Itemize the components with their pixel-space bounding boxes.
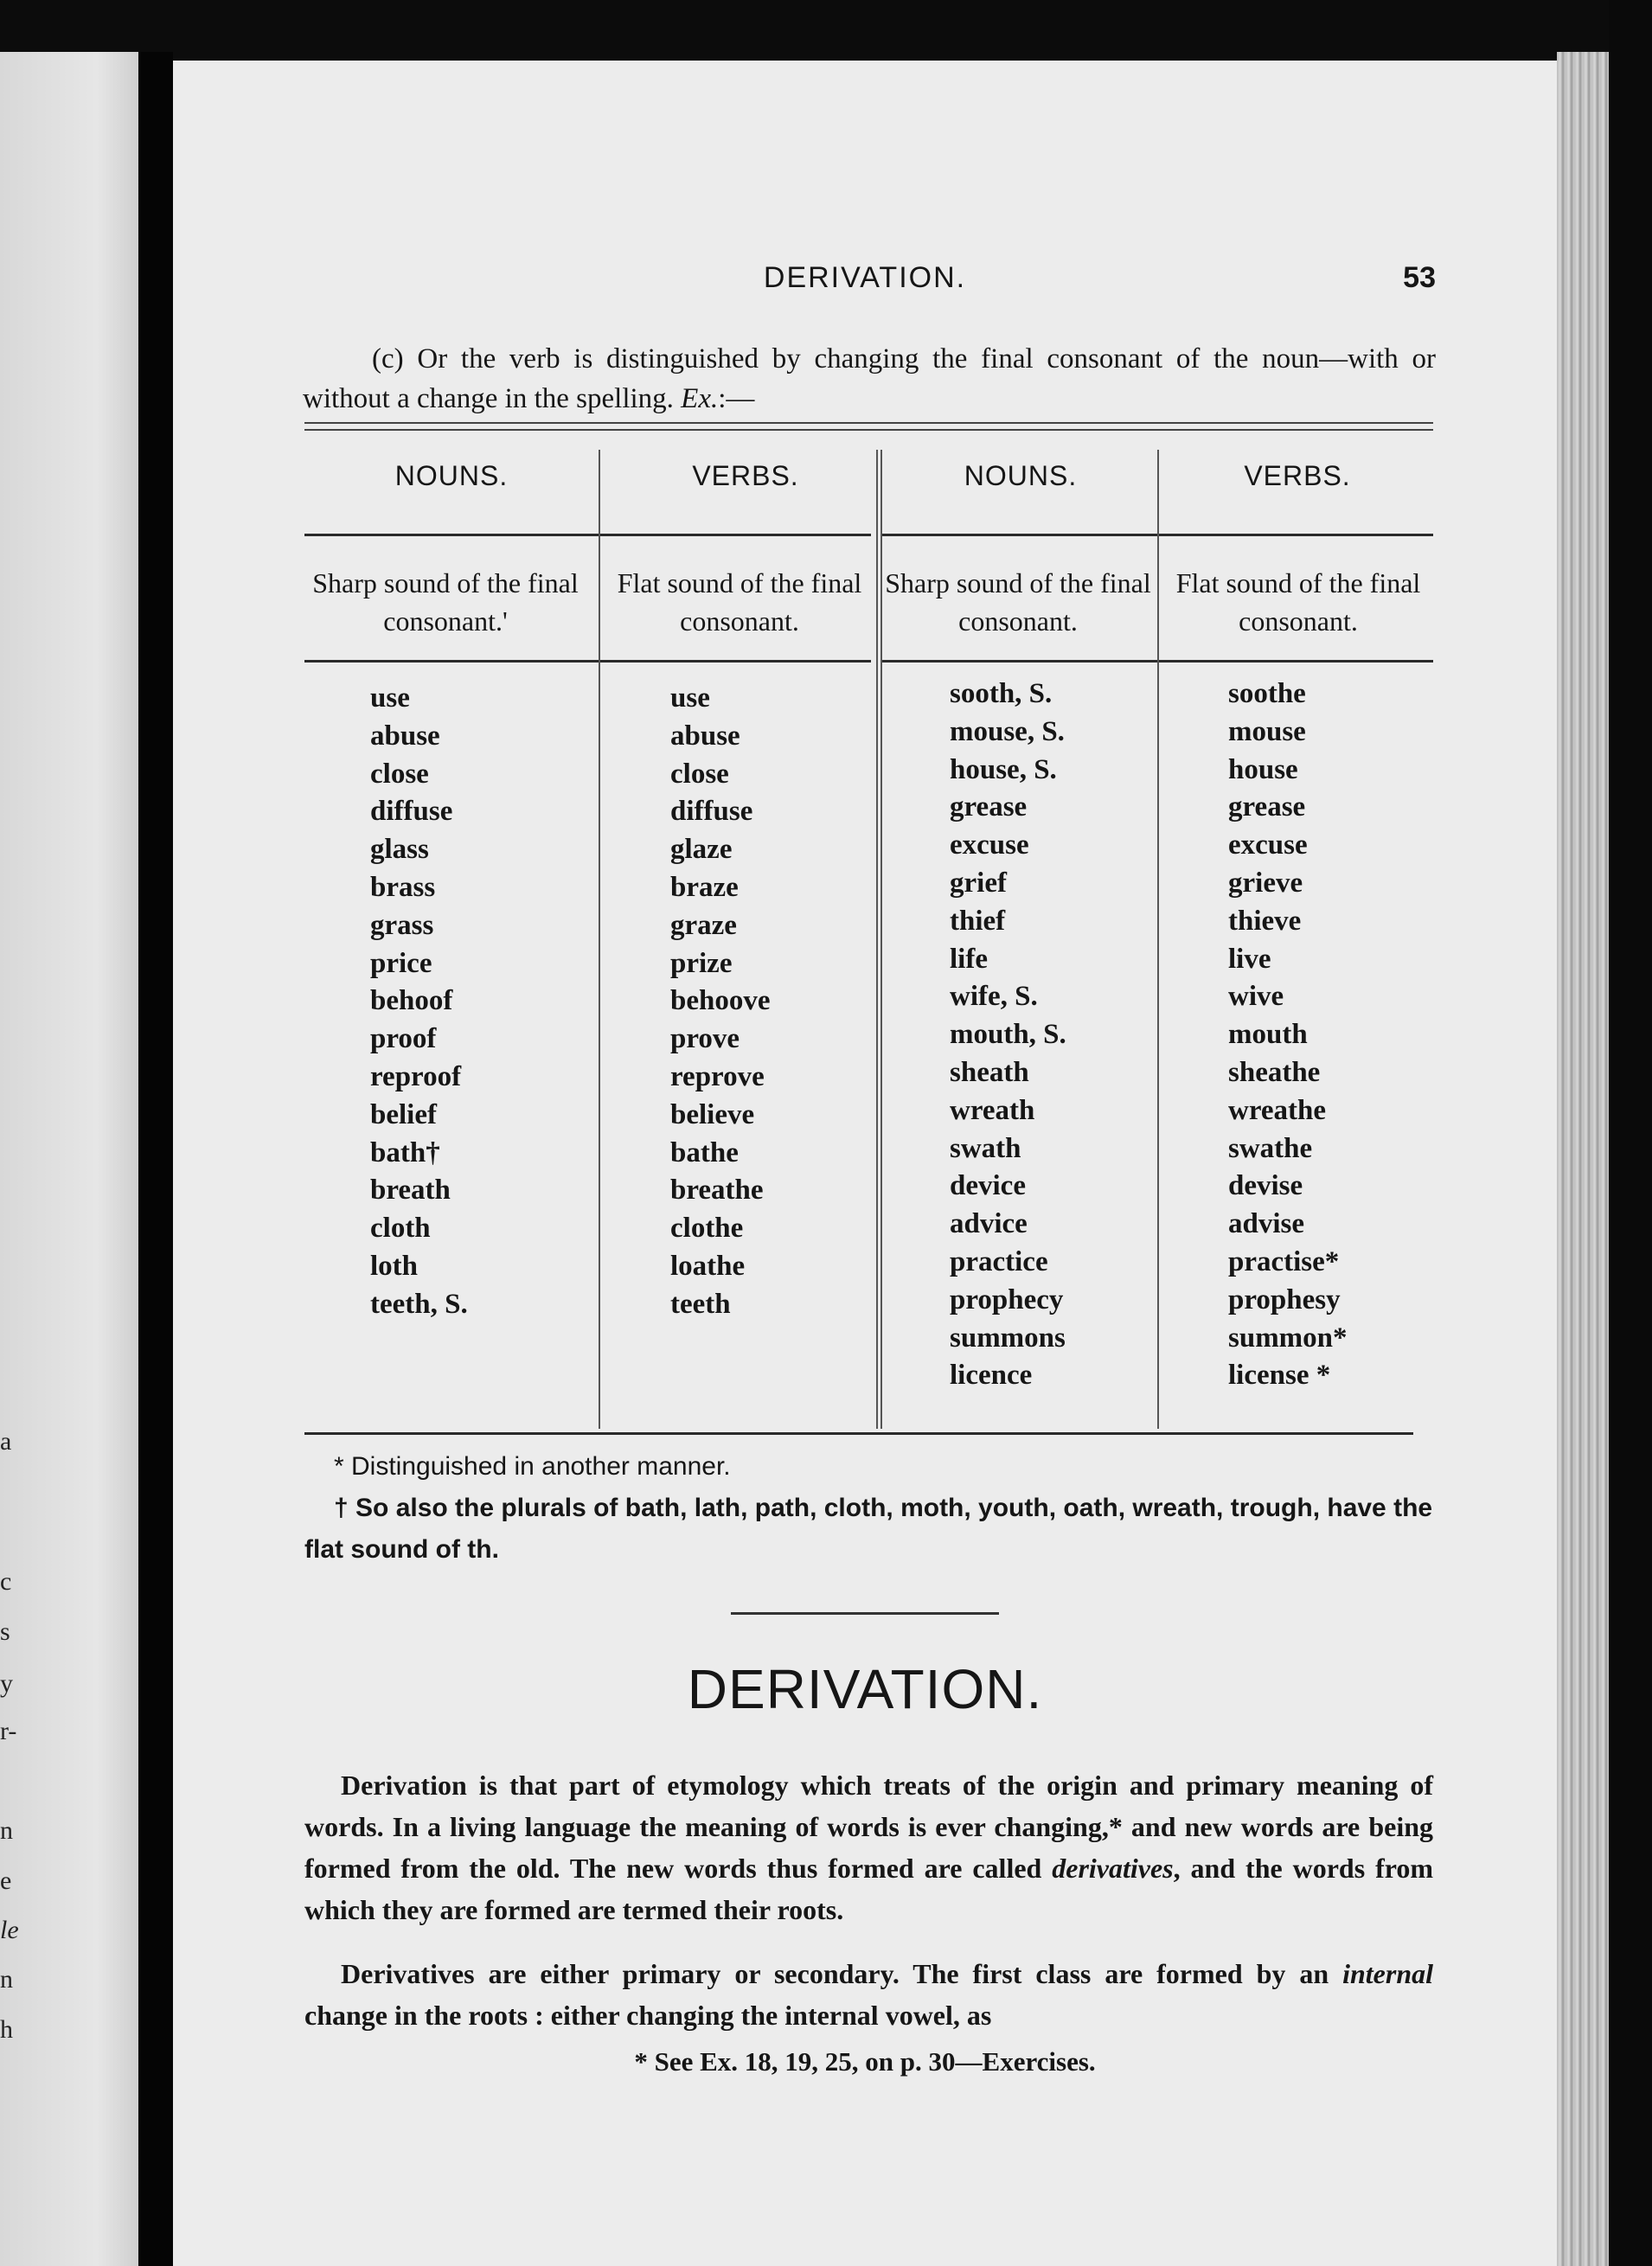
scan-border	[1609, 0, 1652, 2266]
table-word: graze	[670, 909, 737, 941]
table-word: breathe	[670, 1175, 764, 1207]
table-word: practise*	[1228, 1245, 1340, 1277]
margin-letter: r-	[0, 1717, 17, 1745]
table-word: devise	[1228, 1170, 1303, 1202]
section-divider	[731, 1612, 999, 1615]
gutter-shadow	[138, 52, 173, 2266]
intro-example-label: Ex.	[681, 383, 719, 414]
table-word: close	[370, 758, 429, 790]
margin-letter: s	[0, 1617, 10, 1646]
margin-letter: le	[0, 1916, 19, 1944]
table-word: mouth, S.	[950, 1019, 1066, 1051]
table-word: abuse	[370, 720, 440, 752]
table-word: braze	[670, 871, 739, 903]
table-word: grief	[950, 867, 1007, 899]
table-word: house, S.	[950, 753, 1057, 785]
page-number: 53	[1403, 261, 1436, 294]
table-word: wreathe	[1228, 1094, 1327, 1126]
table-word: prophesy	[1228, 1283, 1341, 1315]
table-word: loth	[370, 1250, 419, 1282]
margin-letter: n	[0, 1816, 13, 1845]
paragraph-emphasis: internal	[1342, 1958, 1433, 1989]
table-word: behoof	[370, 985, 453, 1017]
subheader-rule-left	[304, 660, 871, 663]
paragraph-text: Derivation is that part of etymology which treats of the origin and primary meaning of words. In a living language the meaning of words is ever changing,* and new words are being formed from the old. The new words thus formed are called	[304, 1770, 1433, 1884]
table-word: wife, S.	[950, 981, 1038, 1013]
table-word: thieve	[1228, 905, 1302, 937]
header-rule-left	[304, 534, 871, 536]
table-word: diffuse	[370, 796, 453, 828]
table-word: practice	[950, 1245, 1048, 1277]
paragraph-text: Derivatives are either primary or secondary. The first class are formed by an	[341, 1958, 1343, 1989]
footnote-dagger: † So also the plurals of bath, lath, path, cloth, moth, youth, oath, wreath, trough, have the flat sound of th.	[304, 1494, 1433, 1564]
table-word: prophecy	[950, 1283, 1064, 1315]
column-subheader: Flat sound of the final consonant.	[617, 567, 862, 637]
page-stack-edge	[1557, 52, 1609, 2266]
table-word: summon*	[1228, 1322, 1348, 1354]
footnote-star: * Distinguished in another manner.	[334, 1452, 731, 1481]
table-word: loathe	[670, 1250, 746, 1282]
paragraph-derivation	[304, 1764, 1433, 1930]
column-header: NOUNS.	[394, 460, 509, 491]
verbs-column-2	[1228, 675, 1348, 1395]
margin-letter: y	[0, 1669, 13, 1698]
table-word: use	[370, 682, 410, 714]
table-word: house	[1228, 753, 1298, 785]
table-word: mouth	[1228, 1019, 1308, 1051]
column-header: VERBS.	[692, 460, 799, 491]
margin-letter: h	[0, 2015, 13, 2044]
margin-letter: n	[0, 1965, 13, 1994]
table-word: teeth, S.	[370, 1288, 468, 1320]
table-word: grieve	[1228, 867, 1303, 899]
table-word: belief	[370, 1098, 437, 1130]
table-word: sheath	[950, 1056, 1029, 1088]
table-word: clothe	[670, 1213, 744, 1245]
table-word: mouse, S.	[950, 715, 1065, 747]
table-word: abuse	[670, 720, 740, 752]
table-word: diffuse	[670, 796, 753, 828]
table-word: mouse	[1228, 715, 1306, 747]
table-word: glaze	[670, 834, 733, 866]
table-word: advice	[950, 1208, 1028, 1240]
column-header: VERBS.	[1244, 460, 1351, 491]
table-word: bath†	[370, 1136, 440, 1168]
table-word: soothe	[1228, 678, 1306, 709]
table-word: license *	[1228, 1360, 1331, 1392]
table-word: thief	[950, 905, 1006, 937]
intro-paragraph	[303, 339, 1436, 419]
column-subheader: Sharp sound of the final consonant.	[885, 567, 1151, 637]
table-word: breath	[370, 1175, 451, 1207]
margin-letter: e	[0, 1866, 12, 1895]
column-header: NOUNS.	[964, 460, 1078, 491]
column-subheader: Sharp sound of the final consonant.'	[312, 567, 579, 637]
facing-page-edge	[0, 52, 138, 2266]
page-footnote: * See Ex. 18, 19, 25, on p. 30—Exercises.	[634, 2046, 1096, 2077]
table-word: prove	[670, 1023, 740, 1055]
table-word: prize	[670, 947, 733, 979]
table-word: grease	[1228, 791, 1306, 823]
margin-letter: c	[0, 1567, 12, 1596]
table-word: believe	[670, 1098, 755, 1130]
nouns-column-2	[950, 675, 1066, 1395]
table-word: wive	[1228, 981, 1284, 1013]
table-word: swathe	[1228, 1132, 1313, 1164]
table-word: wreath	[950, 1094, 1035, 1126]
intro-example-tail: :—	[718, 383, 755, 414]
table-word: sooth, S.	[950, 678, 1053, 709]
table-word: sheathe	[1228, 1056, 1321, 1088]
section-title: DERIVATION.	[687, 1658, 1043, 1720]
column-subheader: Flat sound of the final consonant.	[1175, 567, 1421, 637]
table-word: grass	[370, 909, 434, 941]
table-word: device	[950, 1170, 1026, 1202]
table-word: excuse	[1228, 829, 1308, 861]
table-word: brass	[370, 871, 436, 903]
table-bottom-rule	[304, 1432, 1413, 1435]
paragraph-emphasis: derivatives	[1052, 1853, 1174, 1884]
running-head: DERIVATION.	[763, 261, 967, 294]
margin-letter: a	[0, 1427, 12, 1456]
table-word: price	[370, 947, 432, 979]
table-word: swath	[950, 1132, 1021, 1164]
table-word: behoove	[670, 985, 771, 1017]
paragraph-text: , and the words from which they are formed are termed their roots.	[304, 1853, 1433, 1925]
table-word: teeth	[670, 1288, 731, 1320]
table-word: life	[950, 943, 988, 975]
table-word: grease	[950, 791, 1028, 823]
table-word: cloth	[370, 1213, 431, 1245]
table-word: glass	[370, 834, 429, 866]
table-word: licence	[950, 1360, 1033, 1392]
table-word: close	[670, 758, 729, 790]
table-word: live	[1228, 943, 1271, 975]
table-word: summons	[950, 1322, 1066, 1354]
paragraph-text: change in the roots : either changing the internal vowel, as	[304, 2000, 992, 2031]
table-word: reprove	[670, 1060, 765, 1092]
table-word: excuse	[950, 829, 1029, 861]
table-word: reproof	[370, 1060, 462, 1092]
table-top-rule	[304, 422, 1433, 431]
table-word: bathe	[670, 1136, 739, 1168]
verbs-column-1	[670, 680, 771, 1324]
table-word: use	[670, 682, 710, 714]
intro-marker: (c)	[372, 343, 404, 374]
table-word: advise	[1228, 1208, 1305, 1240]
nouns-column-1	[370, 680, 468, 1324]
table-word: proof	[370, 1023, 437, 1055]
paragraph-derivatives	[304, 1953, 1433, 2036]
intro-text: Or the verb is distinguished by changing the final consonant of the noun—with or without a change in the spelling.	[303, 343, 1436, 414]
